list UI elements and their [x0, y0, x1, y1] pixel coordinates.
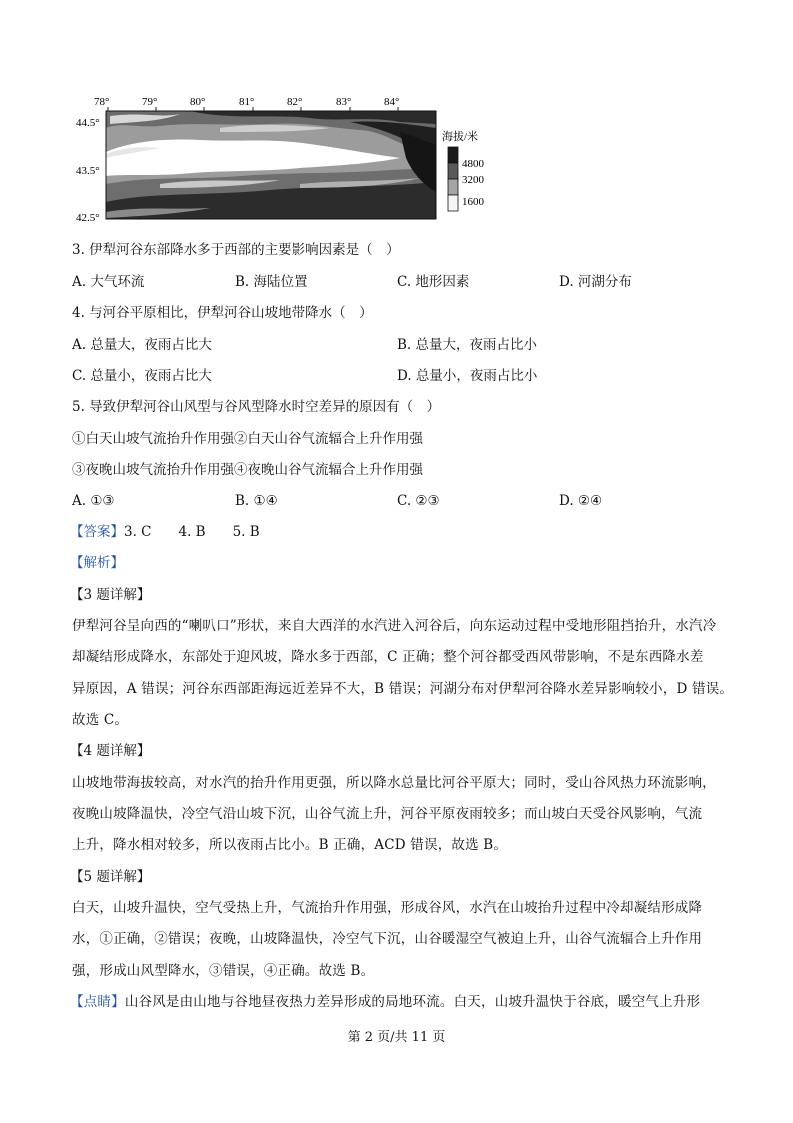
lat-label: 44.5° [76, 117, 100, 129]
analysis-label: 【解析】 [70, 555, 124, 571]
lat-label: 42.5° [76, 212, 100, 222]
detail-3-heading: 【3 题详解】 [70, 587, 151, 603]
detail-4-line: 上升，降水相对较多，所以夜雨占比小。B 正确，ACD 错误，故选 B。 [72, 837, 508, 853]
q5-option-a: A. ①③ [72, 493, 115, 509]
question-3-stem: 3. 伊犁河谷东部降水多于西部的主要影响因素是（ ） [72, 242, 400, 258]
legend-value: 3200 [462, 174, 484, 186]
tip-text: 山谷风是由山地与谷地昼夜热力差异形成的局地环流。白天，山坡升温快于谷底，暖空气上升形 [124, 994, 701, 1010]
q3-option-d: D. 河湖分布 [559, 274, 632, 290]
question-4-stem: 4. 与河谷平原相比，伊犁河谷山坡地带降水（ ） [72, 305, 373, 321]
detail-3-line: 却凝结形成降水，东部处于迎风坡，降水多于西部，C 正确；整个河谷都受西风带影响，不是东西降水差 [72, 649, 704, 665]
lon-label: 83° [336, 96, 352, 108]
detail-3-line: 异原因，A 错误；河谷东西部距海远近差异不大，B 错误；河湖分布对伊犁河谷降水差异影响较小，D 错误。 [72, 681, 734, 697]
question-5-stem: 5. 导致伊犁河谷山风型与谷风型降水时空差异的原因有（ ） [72, 399, 441, 415]
elevation-legend [448, 147, 458, 211]
legend-title: 海拔/米 [442, 131, 479, 143]
lon-label: 79° [142, 96, 158, 108]
page-footer: 第 2 页/共 11 页 [347, 1030, 446, 1045]
q4-option-d: D. 总量小，夜雨占比小 [397, 368, 538, 384]
q4-option-a: A. 总量大，夜雨占比大 [72, 337, 212, 353]
detail-3-line: 伊犁河谷呈向西的“喇叭口”形状，来自大西洋的水汽进入河谷后，向东运动过程中受地形阻挡抬升，水汽冷 [72, 618, 717, 634]
q3-option-c: C. 地形因素 [397, 274, 470, 290]
lon-label: 78° [94, 96, 110, 108]
legend-value: 4800 [462, 158, 484, 170]
detail-4-heading: 【4 题详解】 [70, 743, 151, 759]
detail-5-line: 水，①正确，②错误；夜晚，山坡降温快，冷空气下沉，山谷暖湿空气被迫上升，山谷气流辐合上升作用 [72, 931, 703, 947]
q5-statements-2: ③夜晚山坡气流抬升作用强④夜晚山谷气流辐合上升作用强 [72, 462, 423, 478]
q4-option-b: B. 总量大，夜雨占比小 [397, 337, 538, 353]
terrain-shading [106, 111, 436, 219]
answer-label: 【答案】 [70, 524, 124, 540]
detail-5-line: 强，形成山风型降水，③错误，④正确。故选 B。 [72, 963, 375, 979]
answer-line [70, 523, 260, 541]
detail-5-heading: 【5 题详解】 [70, 869, 151, 885]
q5-option-c: C. ②③ [397, 493, 440, 509]
q5-option-b: B. ①④ [235, 493, 278, 509]
q3-option-b: B. 海陆位置 [235, 274, 308, 290]
detail-5-line: 白天，山坡升温快，空气受热上升，气流抬升作用强，形成谷风，水汽在山坡抬升过程中冷却凝结形成降 [72, 900, 703, 916]
lon-label: 81° [239, 96, 255, 108]
detail-3-line: 故选 C。 [72, 712, 129, 728]
answer-text: 3. C 4. B 5. B [124, 524, 260, 540]
q4-option-c: C. 总量小，夜雨占比大 [72, 368, 212, 384]
q5-statements-1: ①白天山坡气流抬升作用强②白天山谷气流辐合上升作用强 [72, 431, 423, 447]
lon-label: 82° [287, 96, 303, 108]
detail-4-line: 山坡地带海拔较高，对水汽的抬升作用更强，所以降水总量比河谷平原大；同时，受山谷风热力环流影响， [72, 775, 716, 791]
tip-label: 【点睛】 [70, 994, 125, 1010]
tip-line [70, 993, 700, 1011]
lat-label: 43.5° [76, 165, 100, 177]
lon-label: 84° [384, 96, 400, 108]
detail-4-line: 夜晚山坡降温快，冷空气沿山坡下沉，山谷气流上升，河谷平原夜雨较多；而山坡白天受谷风影响，气流 [72, 806, 703, 822]
legend-value: 1600 [462, 196, 484, 208]
q5-option-d: D. ②④ [559, 493, 603, 509]
q3-option-a: A. 大气环流 [72, 274, 145, 290]
elevation-map [70, 92, 490, 222]
lon-label: 80° [190, 96, 206, 108]
